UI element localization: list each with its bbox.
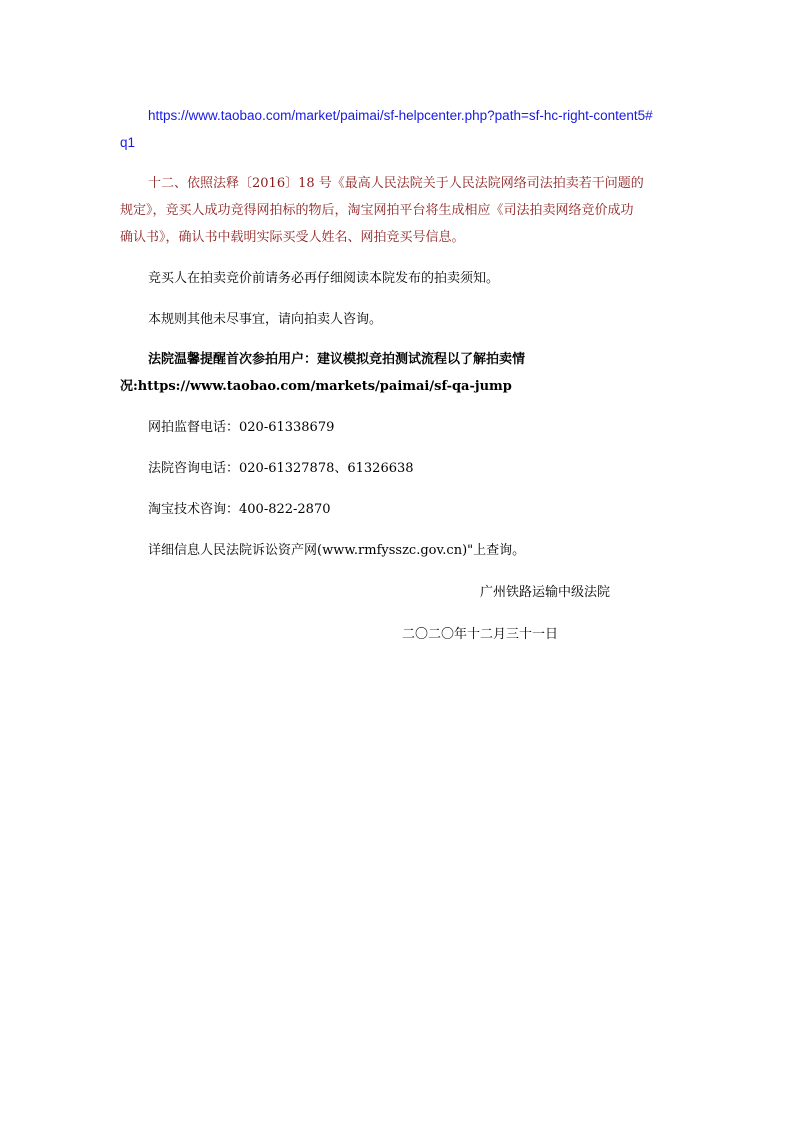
other-matters-paragraph: 本规则其他未尽事宜，请向拍卖人咨询。 xyxy=(148,312,383,327)
item-12-line-3: 确认书》，确认书中载明实际买受人姓名、网拍竞买号信息。 xyxy=(120,230,465,245)
details-paragraph: 详细信息人民法院诉讼资产网(www.rmfysszc.gov.cn)"上查询。 xyxy=(148,543,526,558)
supervision-phone: 网拍监督电话：020-61338679 xyxy=(148,420,335,435)
url-link-line-1[interactable]: https://www.taobao.com/market/paimai/sf-helpcenter.php?path=sf-hc-right-content5# xyxy=(148,108,653,123)
item-12-line-2: 规定》，竞买人成功竞得网拍标的物后，淘宝网拍平台将生成相应《司法拍卖网络竞价成功 xyxy=(120,203,634,218)
taobao-tech-phone: 淘宝技术咨询：400-822-2870 xyxy=(148,502,331,517)
reminder-line-1: 法院温馨提醒首次参拍用户：建议模拟竞拍测试流程以了解拍卖情 xyxy=(148,352,526,367)
item-12-line-1: 十二、依照法释〔2016〕18 号《最高人民法院关于人民法院网络司法拍卖若干问题的 xyxy=(148,176,644,191)
reminder-line-2[interactable]: 况:https://www.taobao.com/markets/paimai/sf-qa-jump xyxy=(120,379,512,394)
url-link-line-2[interactable]: q1 xyxy=(120,135,136,150)
court-name-signature: 广州铁路运输中级法院 xyxy=(480,585,611,600)
signature-date: 二〇二〇年十二月三十一日 xyxy=(402,627,559,642)
court-consult-phone: 法院咨询电话：020-61327878、61326638 xyxy=(148,461,414,476)
read-notice-paragraph: 竞买人在拍卖竞价前请务必再仔细阅读本院发布的拍卖须知。 xyxy=(148,271,500,286)
